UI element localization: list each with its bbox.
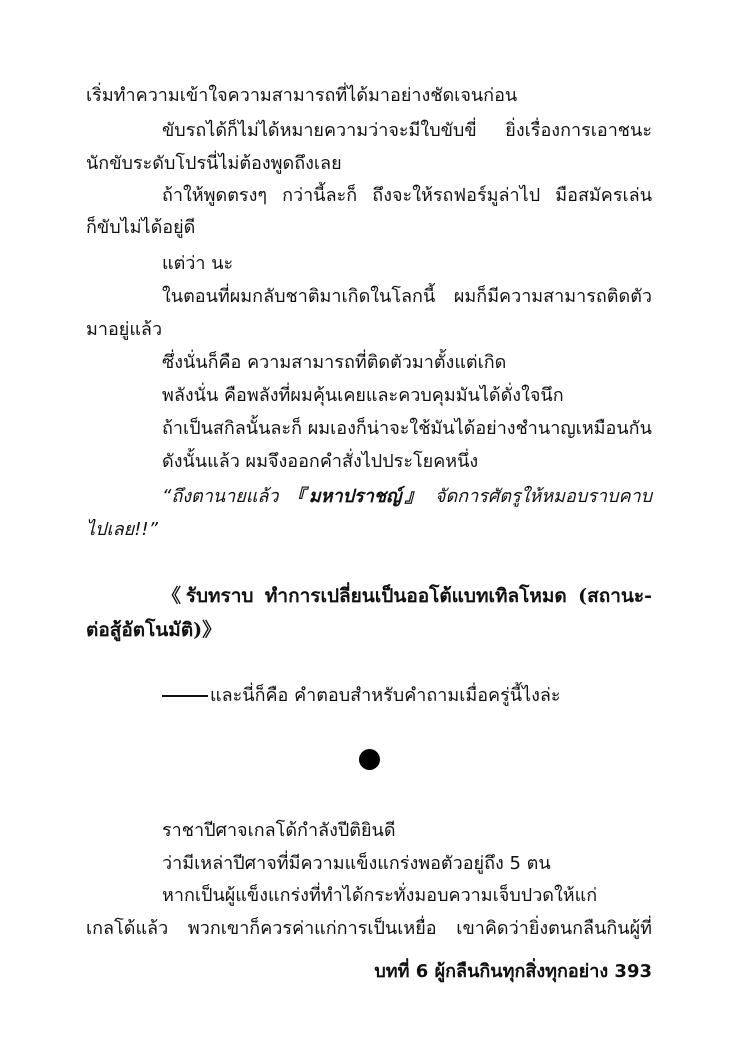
paragraph-line: ราชาปีศาจเกลโด้กำลังปีติยินดี (162, 820, 396, 841)
paragraph-line: เริ่มทำความเข้าใจความสามารถที่ได้มาอย่างชัดเจนก่อน (86, 85, 518, 106)
system-message: ต่อสู้อัตโนมัติ)》 (86, 619, 222, 641)
paragraph-line: ว่ามีเหล่าปีศาจที่มีความแข็งแกร่งพอตัวอยู่ถึง 5 ตน (162, 853, 551, 874)
paragraph-line: เกลโด้แล้ว พวกเขาก็ควรค่าแก่การเป็นเหยื่อ เขาคิดว่ายิ่งตนกลืนกินผู้ที่ (86, 918, 652, 939)
paragraph-line: มาอยู่แล้ว (86, 319, 163, 340)
dialogue-quote (162, 484, 652, 510)
paragraph-line: หากเป็นผู้แข็งแกร่งที่ทำได้กระทั่งมอบความเจ็บปวดให้แก่ (162, 885, 598, 906)
page-number: 393 (614, 961, 652, 982)
chapter-title: บทที่ 6 ผู้กลืนกินทุกสิ่งทุกอย่าง (374, 961, 609, 982)
paragraph-line: ซึ่งนั่นก็คือ ความสามารถที่ติดตัวมาตั้งแต่เกิด (162, 352, 507, 373)
paragraph-line: ในตอนที่ผมกลับชาติมาเกิดในโลกนี้ ผมก็มีความสามารถติดตัว (162, 286, 652, 307)
paragraph-line: พลังนั่น คือพลังที่ผมคุ้นเคยและควบคุมมันได้ดั่งใจนึก (162, 385, 564, 406)
dialogue-quote: ไปเลย!!” (86, 519, 158, 540)
paragraph-line: นักขับระดับโปรนี่ไม่ต้องพูดถึงเลย (86, 153, 342, 174)
paragraph-line: ดังนั้นแล้ว ผมจึงออกคำสั่งไปประโยคหนึ่ง (162, 451, 479, 472)
answer-text: และนี่ก็คือ คำตอบสำหรับคำถามเมื่อครู่นี้ไงล่ะ (210, 685, 561, 706)
paragraph-line: ขับรถได้ก็ไม่ได้หมายความว่าจะมีใบขับขี่ ยิ่งเรื่องการเอาชนะ (162, 120, 652, 141)
page-footer (374, 959, 652, 985)
paragraph-line: ถ้าให้พูดตรงๆ กว่านี้ละก็ ถึงจะให้รถฟอร์มูล่าไป มือสมัครเล่น (162, 185, 652, 206)
quote-text: “ถึงตานายแล้ว (162, 486, 288, 507)
skill-name: 『มหาปราชญ์』 (287, 486, 426, 507)
system-message: 《รับทราบ ทำการเปลี่ยนเป็นออโต้แบทเทิลโหมด (สถานะ- (162, 585, 652, 607)
section-break-dot (359, 749, 380, 770)
paragraph-line: ถ้าเป็นสกิลนั้นละก็ ผมเองก็น่าจะใช้มันได้อย่างชำนาญเหมือนกัน (162, 418, 652, 439)
quote-text: จัดการศัตรูให้หมอบราบคาบ (425, 486, 653, 507)
answer-line (162, 683, 652, 709)
em-dash-rule (162, 695, 208, 697)
paragraph-line: แต่ว่า นะ (162, 253, 234, 274)
paragraph-line: ก็ขับไม่ได้อยู่ดี (86, 217, 196, 238)
